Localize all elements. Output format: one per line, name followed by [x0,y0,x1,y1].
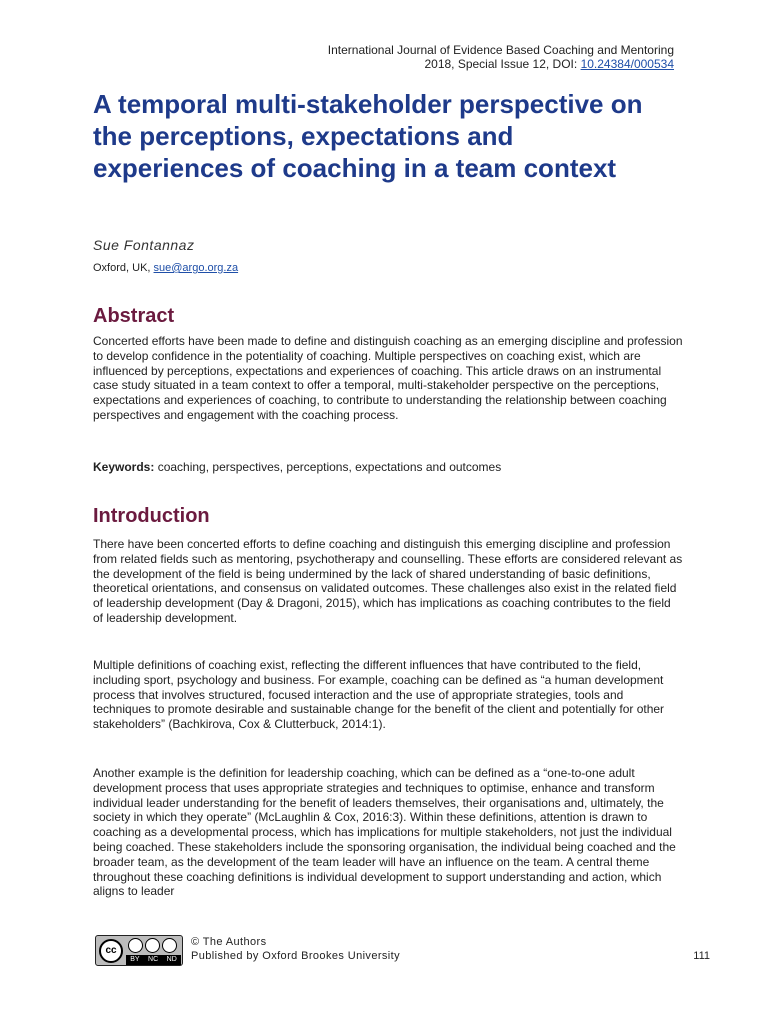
journal-header [328,43,674,71]
keywords [93,460,501,474]
license-by: BY [130,956,140,963]
publisher: Published by Oxford Brookes University [191,950,401,962]
abstract-heading: Abstract [93,305,175,327]
copyright: © The Authors [191,936,267,948]
introduction-heading: Introduction [93,505,210,527]
introduction-paragraph-3: Another example is the definition for leadership coaching, which can be defined as a “one-to-one adult development process that uses appropriate strategies and techniques to optimise, enhance and transform individual leader understanding for the benefit of leaders themselves, their organisations and, ultimately, the society in which they operate” (McLaughlin & Cox, 2016:3). Within these definitions, attention is drawn to coaching as a developmental process, which has implications for multiple stakeholders, not just the individual being coached. These stakeholders include the sponsoring organisation, the individual being coached and the broader team, as the development of the team leader will have an influence on the team. A central theme throughout these coaching definitions is individual development to support understanding and action, which aligns to leader [93,766,676,899]
author-affiliation [93,262,238,274]
by-icon [128,938,143,953]
affiliation-text: Oxford, UK, [93,262,154,274]
page-footer [95,935,710,967]
license-nc: NC [148,956,159,963]
footer-text [191,935,400,963]
keywords-text: coaching, perspectives, perceptions, expectations and outcomes [154,460,502,474]
author-name: Sue Fontannaz [93,237,195,253]
nd-icon [162,938,177,953]
introduction-paragraph-1: There have been concerted efforts to define coaching and distinguish this emerging discipline and profession from related fields such as mentoring, psychotherapy and counselling. These efforts are considered relevant as the development of the field is being undermined by the lack of shared understanding of basic definitions, theoretical orientations, and consensus on validated outcomes. These challenges also exist in the related field of leadership development (Day & Dragoni, 2015), which has implications as coaching contributes to the field of leadership development. [93,537,683,625]
nc-icon [145,938,160,953]
cc-icon: cc [99,939,123,963]
license-icons [128,938,177,953]
journal-name: International Journal of Evidence Based Coaching and Mentoring [327,43,674,57]
abstract-text: Concerted efforts have been made to define and distinguish coaching as an emerging discipline and profession to develop confidence in the potentiality of coaching. Multiple perspectives on coaching exist, which are influenced by perceptions, expectations and experiences of coaching. This article draws on an instrumental case study situated in a team context to offer a temporal, multi-stakeholder perspective on the perceptions, expectations and experiences of coaching, to contribute to understanding the relationship between coaching perspectives and engagement with the coaching process. [93,334,683,422]
doi-link[interactable]: 10.24384/000534 [580,57,674,71]
issue-prefix: 2018, Special Issue 12, DOI: [424,57,581,71]
issue-line [328,57,674,71]
introduction-paragraph-2: Multiple definitions of coaching exist, reflecting the different influences that have contributed to the field, including sport, psychology and business. For example, coaching can be defined as “a human development process that involves structured, focused interaction and the use of appropriate strategies, tools and techniques to promote desirable and sustainable change for the benefit of the client and potentially for other stakeholders” (Bachkirova, Cox & Clutterbuck, 2014:1). [93,658,665,732]
license-nd: ND [166,956,177,963]
page-number: 111 [693,950,710,962]
email-link[interactable]: sue@argo.org.za [153,262,239,274]
creative-commons-badge[interactable] [95,935,183,966]
license-label-bar [126,955,181,965]
keywords-label: Keywords: [93,460,155,474]
article-title: A temporal multi-stakeholder perspective on the perceptions, expectations and experiences of coaching in a team context [93,89,643,183]
